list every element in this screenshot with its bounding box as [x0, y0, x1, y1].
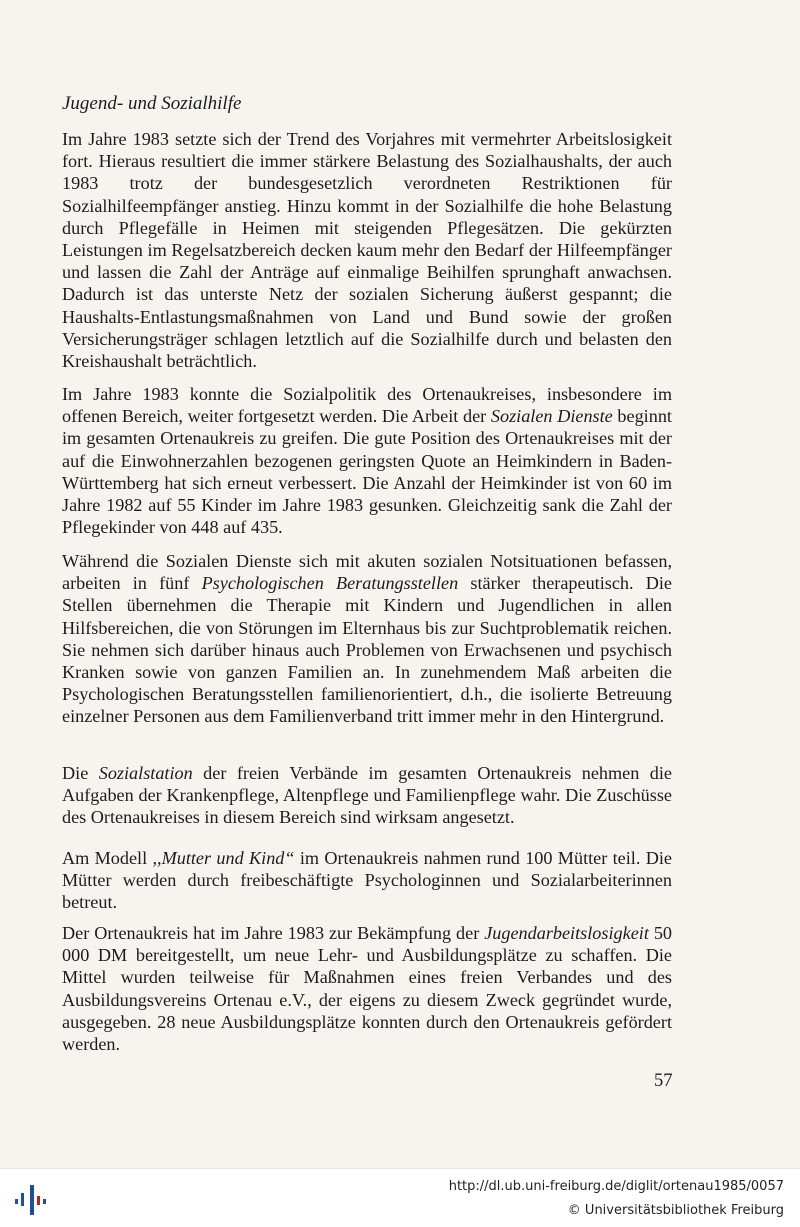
section-heading: Jugend- und Sozialhilfe — [62, 93, 242, 114]
permalink-link[interactable]: http://dl.ub.uni-freiburg.de/diglit/ortenau1985/0057 — [448, 1179, 784, 1194]
paragraph-sozialhilfe — [62, 128, 672, 372]
paragraph-text: im Ortenaukreis nahmen rund 100 Mütter teil. Die Mütter werden durch freibeschäftigte Psychologinnen und Sozialarbeiterinnen betreut. — [62, 848, 672, 913]
emphasis-term: Jugendarbeitslosigkeit — [484, 923, 649, 943]
emphasis-term: ,,Mutter und Kind“ — [152, 848, 295, 868]
emphasis-term: Sozialstation — [98, 763, 193, 783]
emphasis-term: Psychologischen Beratungsstellen — [201, 573, 459, 594]
footer-bar — [0, 1168, 800, 1227]
paragraph-text: Während die Sozialen Dienste sich mit akuten sozialen Notsituationen befassen, arbeiten in fünf — [62, 551, 672, 594]
paragraph-text: Der Ortenaukreis hat im Jahre 1983 zur Bekämpfung der — [62, 923, 485, 943]
paragraph-soziale-dienste — [62, 383, 672, 538]
paragraph-sozialstation — [62, 762, 672, 829]
paragraph-text: Die — [62, 763, 99, 783]
paragraph-text: stärker therapeutisch. Die Stellen übernehmen die Therapie mit Kindern und Jugendlichen in allen Hilfsbereichen, die von Störungen im Elternhaus bis zur Suchtproblematik reichen. Sie nehmen sich darüber hinaus auch Problemen von Erwachsenen und psychisch Kranken sowie von ganzen Familien an. In zunehmendem Maß arbeiten die Psychologischen Beratungsstellen familienorientiert, d.h., die isolierte Betreuung einzelner Personen aus dem Familienverband tritt immer mehr in den Hintergrund. — [62, 573, 673, 727]
ub-freiburg-logo-icon — [12, 1179, 52, 1219]
paragraph-text: Am Modell — [62, 848, 153, 868]
paragraph-mutter-und-kind — [62, 847, 672, 914]
paragraph-jugendarbeitslosigkeit — [62, 922, 672, 1055]
paragraph-text: beginnt im gesamten Ortenaukreis zu greifen. Die gute Position des Ortenaukreises mit der auf die Einwohnerzahlen bezogenen geringsten Quote an Heimkindern in Baden-Württemberg hat sich erneut verbessert. Die Anzahl der Heimkinder ist von 60 im Jahre 1982 auf 55 Kinder im Jahre 1983 gesunken. Gleichzeitig sank die Zahl der Pflegekinder von 448 auf 435. — [62, 406, 672, 538]
paragraph-text: Im Jahre 1983 konnte die Sozialpolitik des Ortenaukreises, insbesondere im offenen Bereich, weiter fortgesetzt werden. Die Arbeit der — [62, 384, 672, 427]
paragraph-text: Im Jahre 1983 setzte sich der Trend des Vorjahres mit vermehrter Arbeitslosigkeit fort. Hieraus resultiert die immer stärkere Belastung des Sozialhaushalts, der auch 1983 trotz der bundesgesetzlich verordneten Restriktionen für Sozialhilfeempfänger anstieg. Hinzu kommt in der Sozialhilfe die hohe Belastung durch Pflegefälle in Heimen mit steigenden Pflegesätzen. Die gekürzten Leistungen im Regelsatzbereich decken kaum mehr den Bedarf der Hilfeempfänger und lassen die Zahl der Anträge auf einmalige Beihilfen sprunghaft anwachsen. Dadurch ist das unterste Netz der sozialen Sicherung äußerst gespannt; die Haushalts-Entlastungsmaßnahmen von Land und Bund sowie der großen Versicherungsträger schlagen letztlich auf die Sozialhilfe durch und belasten den Kreishaushalt beträchtlich. — [62, 129, 672, 372]
paragraph-beratungsstellen — [62, 550, 672, 728]
paragraph-text: 50 000 DM bereitgestellt, um neue Lehr- und Ausbildungsplätze zu schaffen. Die Mittel wurden teilweise für Maßnahmen eines freien Verbandes und des Ausbildungsvereins Ortenau e.V., der eigens zu diesem Zweck gegründet wurde, ausgegeben. 28 neue Ausbildungsplätze konnten durch den Ortenaukreis gefördert werden. — [62, 923, 672, 1055]
paragraph-text: der freien Verbände im gesamten Ortenaukreis nehmen die Aufgaben der Krankenpflege, Altenpflege und Familienpflege wahr. Die Zuschüsse des Ortenaukreises in diesem Bereich sind wirksam angesetzt. — [62, 763, 673, 828]
page-number: 57 — [654, 1071, 673, 1091]
copyright-text: © Universitätsbibliothek Freiburg — [567, 1203, 784, 1218]
emphasis-term: Sozialen Dienste — [490, 406, 613, 427]
